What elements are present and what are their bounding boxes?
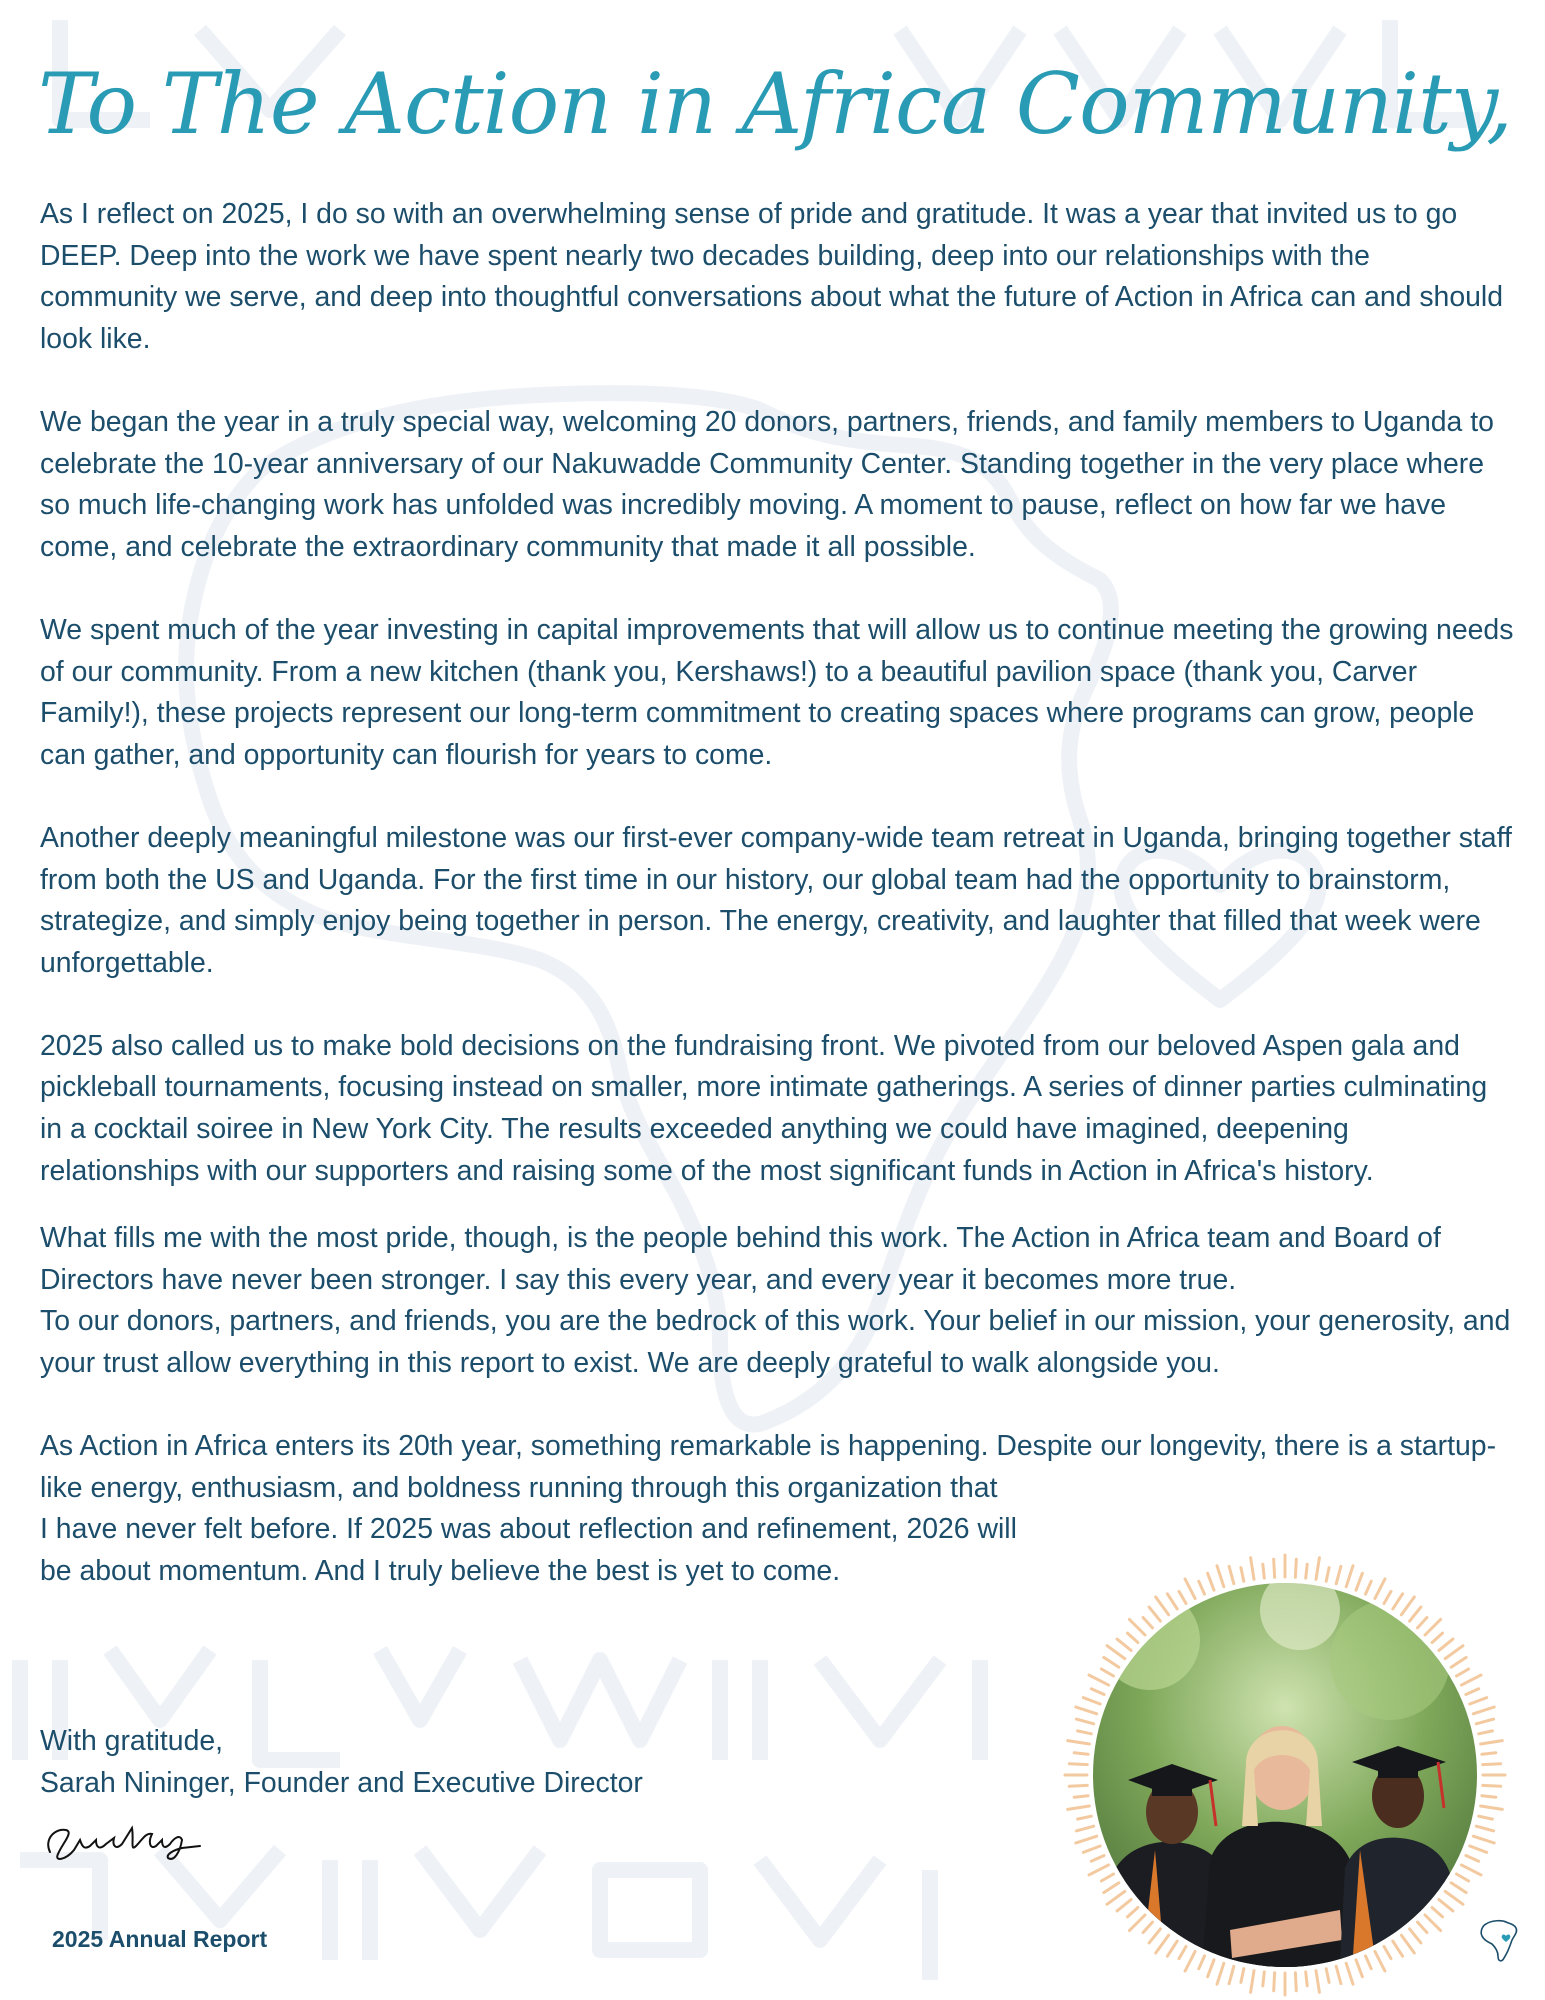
sunburst-ray <box>1229 1566 1234 1583</box>
sunburst-ray <box>1483 1764 1501 1765</box>
sunburst-ray <box>1482 1753 1496 1755</box>
sunburst-ray <box>1461 1865 1481 1875</box>
sunburst-ray <box>1167 1594 1177 1609</box>
closing-name-title: Sarah Nininger, Founder and Executive Director <box>40 1767 643 1799</box>
sunburst-ray <box>1156 1597 1169 1615</box>
sunburst-ray <box>1479 1731 1493 1734</box>
sunburst-ray <box>1076 1719 1093 1724</box>
sunburst-ray <box>1091 1856 1104 1862</box>
sunburst-ray <box>1078 1731 1092 1734</box>
sunburst-ray <box>1076 1826 1093 1831</box>
sunburst-ray <box>1410 1929 1421 1943</box>
sunburst-ray <box>1208 1960 1214 1977</box>
sunburst-ray <box>1473 1836 1494 1843</box>
paragraph-fundraising: 2025 also called us to make bold decisions on the fundraising front. We pivoted from our beloved Aspen gala and pickleball tournaments, focusing instead on smaller, more intimate gatherings. A series of dinner parties culminating in a cocktail soiree in New York City. The results exceeded anything we could have imagined, deepening relationships with our supporters and raising some of the most significant funds in Action in Africa's history. <box>40 1029 1488 1187</box>
sunburst-ray <box>1375 1951 1385 1971</box>
sunburst-ray <box>1445 1891 1463 1904</box>
sunburst-ray <box>1356 1573 1362 1590</box>
sunburst-ray <box>1074 1796 1088 1798</box>
signature-icon <box>40 1810 210 1870</box>
sunburst-ray <box>1418 1618 1427 1628</box>
sunburst-ray <box>1078 1816 1092 1819</box>
sunburst-ray <box>1457 1669 1469 1676</box>
sunburst-ray <box>1476 1719 1493 1724</box>
sunburst-ray <box>1356 1960 1362 1977</box>
sunburst-ray <box>1483 1785 1501 1786</box>
sunburst-ray <box>1470 1846 1487 1852</box>
sunburst-ray <box>1208 1573 1214 1590</box>
sunburst-ray <box>1069 1764 1087 1765</box>
sunburst-ray <box>1336 1966 1341 1983</box>
sunburst-ray <box>1461 1675 1481 1685</box>
sunburst-ray <box>1473 1707 1494 1714</box>
sunburst-ray <box>1217 1566 1224 1587</box>
sunburst-ray <box>1295 1559 1296 1577</box>
greeting-heading <box>38 28 1512 218</box>
sunburst-ray <box>1117 1639 1131 1650</box>
sunburst-ray <box>1089 1675 1109 1685</box>
sunburst-ray <box>1451 1657 1466 1667</box>
sunburst-ray <box>1457 1874 1469 1881</box>
sunburst-ray <box>1083 1698 1100 1704</box>
sunburst-ray <box>1316 1558 1319 1580</box>
sunburst-ray <box>1179 1947 1186 1959</box>
sunburst-ray <box>1179 1591 1186 1603</box>
sunburst-ray <box>1107 1646 1125 1659</box>
africa-heart-icon <box>1478 1916 1522 1966</box>
sunburst-ray <box>1346 1963 1353 1984</box>
sunburst-ray <box>1083 1846 1100 1852</box>
sunburst-ray <box>1199 1956 1205 1969</box>
sunburst-ray <box>1425 1915 1441 1931</box>
paragraph-20th-year: As Action in Africa enters its 20th year, something remarkable is happening. Despite our longevity, there is a startup-like energy, enthusiasm, and boldness running through this organization that <box>40 1430 1497 1504</box>
sunburst-ray <box>1336 1566 1341 1583</box>
sunburst-ray <box>1149 1607 1160 1621</box>
sunburst-ray <box>1185 1579 1195 1599</box>
paragraph-reflection: As I reflect on 2025, I do so with an overwhelming sense of pride and gratitude. It was a year that invited us to go DEEP. Deep into the work we have spent nearly two decades building, deep into our relationships with the community we serve, and deep into thoughtful conversations about what the future of Action in Africa can and should look like. <box>40 198 1504 355</box>
sunburst-ray <box>1251 1558 1254 1580</box>
sunburst-ray <box>1143 1922 1152 1932</box>
sunburst-ray <box>1101 1669 1113 1676</box>
sunburst-ray <box>1432 1908 1442 1917</box>
sunburst-ray <box>1466 1856 1479 1862</box>
paragraph-people: What fills me with the most pride, though, is the people behind this work. The Action in Africa team and Board of Directors have never been stronger. I say this every year, and every year it becomes more true. <box>40 1222 1441 1296</box>
sunburst-ray <box>1076 1707 1097 1714</box>
sunburst-ray <box>1241 1568 1244 1582</box>
sunburst-ray <box>1229 1966 1234 1983</box>
sunburst-ray <box>1167 1941 1177 1956</box>
sunburst-ray <box>1393 1941 1403 1956</box>
sunburst-ray <box>1104 1657 1119 1667</box>
sunburst-ray <box>1274 1559 1275 1577</box>
sunburst-ray <box>1384 1947 1391 1959</box>
sunburst-ray <box>1101 1874 1113 1881</box>
sunburst-ray <box>1384 1591 1391 1603</box>
paragraph-anniversary: We began the year in a truly special way, welcoming 20 donors, partners, friends, and family members to Uganda to celebrate the 10-year anniversary of our Nakuwadde Community Center. Standing together in the very place where so much life-changing work has unfolded was incredibly moving. A moment to pause, reflect on how far we have come, and celebrate the extraordinary community that made it all possible. <box>40 405 1494 563</box>
sunburst-ray <box>1143 1618 1152 1628</box>
sunburst-ray <box>1326 1969 1329 1983</box>
sunburst-ray <box>1263 1564 1265 1578</box>
sunburst-ray <box>1185 1951 1195 1971</box>
sunburst-ray <box>1481 1741 1503 1744</box>
sunburst-ray <box>1481 1806 1503 1809</box>
sunburst-ray <box>1091 1689 1104 1695</box>
sunburst-ray <box>1129 1915 1145 1931</box>
letter-body <box>40 194 1515 1593</box>
sunburst-ray <box>1149 1929 1160 1943</box>
sunburst-ray <box>1076 1836 1097 1843</box>
sunburst-ray <box>1199 1581 1205 1594</box>
sunburst-ray <box>1366 1581 1372 1594</box>
sunburst-ray <box>1445 1646 1463 1659</box>
sunburst-ray <box>1425 1619 1441 1635</box>
sunburst-ray <box>1366 1956 1372 1969</box>
sunburst-ray <box>1470 1698 1487 1704</box>
graduates-photo <box>1060 1550 1510 2000</box>
sunburst-ray <box>1263 1972 1265 1986</box>
sunburst-ray <box>1401 1935 1414 1953</box>
sunburst-ray <box>1482 1796 1496 1798</box>
sunburst-ray <box>1241 1969 1244 1983</box>
sunburst-ray <box>1326 1568 1329 1582</box>
paragraph-donors: To our donors, partners, and friends, you are the bedrock of this work. Your belief in our mission, your generosity, and your trust allow everything in this report to exist. We are deeply grateful to walk alongside you. <box>40 1305 1511 1380</box>
sunburst-ray <box>1251 1971 1254 1993</box>
sunburst-ray <box>1375 1579 1385 1599</box>
sunburst-ray <box>1295 1973 1296 1991</box>
paragraph-capital-improvements: We spent much of the year investing in capital improvements that will allow us to continue meeting the growing needs of our community. From a new kitchen (thank you, Kershaws!) to a beautiful pavilion space (thank you, Carver Family!), these projects represent our long-term commitment to creating spaces where programs can grow, people can gather, and opportunity can flourish for years to come. <box>40 613 1514 771</box>
letter-closing <box>40 1720 643 1804</box>
sunburst-ray <box>1274 1973 1275 1991</box>
paragraph-20th-year-line-2: I have never felt before. If 2025 was about reflection and refinement, 2026 will <box>40 1513 1017 1546</box>
sunburst-ray <box>1432 1633 1442 1642</box>
paragraph-20th-year-line-3: be about momentum. And I truly believe the best is yet to come. <box>40 1555 841 1587</box>
sunburst-ray <box>1479 1816 1493 1819</box>
sunburst-ray <box>1089 1865 1109 1875</box>
sunburst-ray <box>1306 1564 1308 1578</box>
sunburst-ray <box>1410 1607 1421 1621</box>
sunburst-ray <box>1068 1741 1090 1744</box>
sunburst-ray <box>1401 1597 1414 1615</box>
sunburst-ray <box>1439 1639 1453 1650</box>
sunburst-ray <box>1418 1922 1427 1932</box>
sunburst-ray <box>1393 1594 1403 1609</box>
sunburst-ray <box>1068 1806 1090 1809</box>
sunburst-ray <box>1316 1971 1319 1993</box>
sunburst-ray <box>1451 1883 1466 1893</box>
sunburst-ray <box>1129 1619 1145 1635</box>
sunburst-ray <box>1466 1689 1479 1695</box>
sunburst-ray <box>1156 1935 1169 1953</box>
sunburst-ray <box>1306 1972 1308 1986</box>
closing-salutation: With gratitude, <box>40 1725 224 1757</box>
sunburst-ray <box>1439 1900 1453 1911</box>
annual-report-label: 2025 Annual Report <box>52 1926 268 1952</box>
sunburst-ray <box>1117 1900 1131 1911</box>
sunburst-ray <box>1346 1566 1353 1587</box>
sunburst-ray <box>1107 1891 1125 1904</box>
sunburst-ray <box>1074 1753 1088 1755</box>
greeting-text: To The Action in Africa Community, <box>38 55 1512 153</box>
sunburst-ray <box>1476 1826 1493 1831</box>
sunburst-ray <box>1217 1963 1224 1984</box>
sunburst-ray <box>1069 1785 1087 1786</box>
sunburst-ray <box>1104 1883 1119 1893</box>
sunburst-ray <box>1128 1908 1138 1917</box>
sunburst-ray <box>1128 1633 1138 1642</box>
paragraph-team-retreat: Another deeply meaningful milestone was our first-ever company-wide team retreat in Uganda, bringing together staff from both the US and Uganda. For the first time in our history, our global team had the opportunity to brainstorm, strategize, and simply enjoy being together in person. The energy, creativity, and laughter that filled that week were unforgettable. <box>40 821 1512 979</box>
